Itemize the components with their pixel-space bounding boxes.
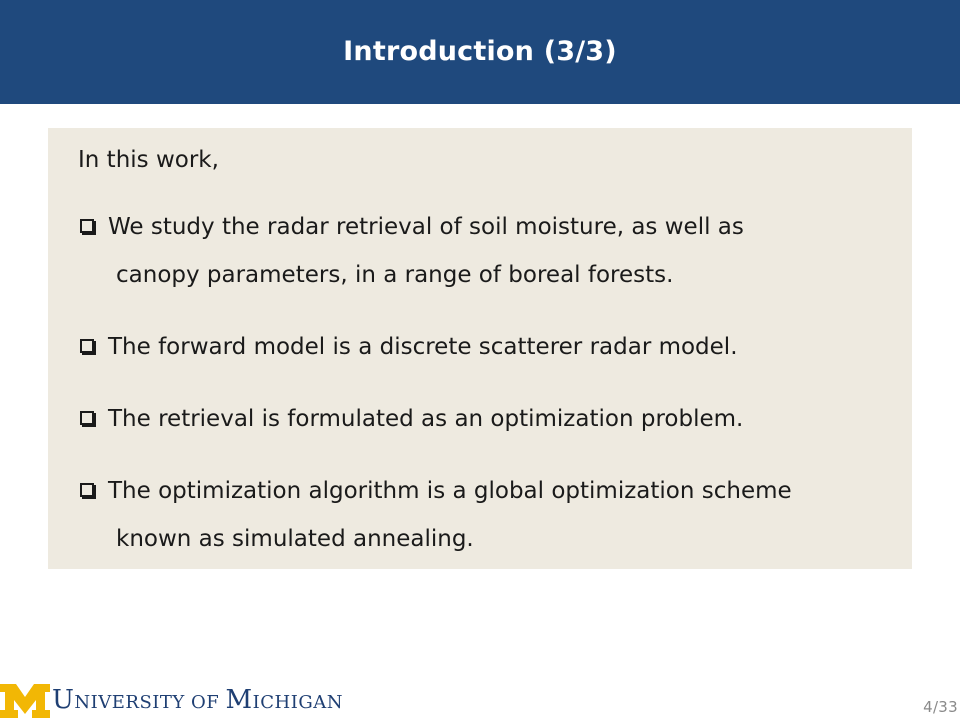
bullet-text: The optimization algorithm is a global optimization scheme [108,478,792,504]
checkbox-square-icon [80,411,94,425]
checkbox-square-icon [80,483,94,497]
bullet-line-continued: canopy parameters, in a range of boreal forests. [116,262,674,288]
bullet-line [78,203,744,251]
checkbox-square-icon [80,219,94,233]
bullet-text: The forward model is a discrete scatterer radar model. [108,334,738,360]
bullet-text: We study the radar retrieval of soil moisture, as well as [108,214,744,240]
bullet-item [78,203,744,299]
university-logo [0,682,343,718]
bullet-item [78,323,738,371]
slide-title: Introduction (3/3) [343,36,617,67]
bullet-item [78,467,792,563]
block-m-logo-icon [0,684,50,718]
bullet-line [78,395,743,443]
bullet-text: The retrieval is formulated as an optimization problem. [108,406,744,432]
bullet-item [78,395,743,443]
bullet-line-continued: known as simulated annealing. [116,526,474,552]
page-number: 4/33 [923,698,958,716]
university-wordmark: UNIVERSITY OF MICHIGAN [52,685,343,715]
bullet-line [78,467,792,515]
bullet-line [78,323,738,371]
intro-text: In this work, [78,147,219,173]
checkbox-square-icon [80,339,94,353]
